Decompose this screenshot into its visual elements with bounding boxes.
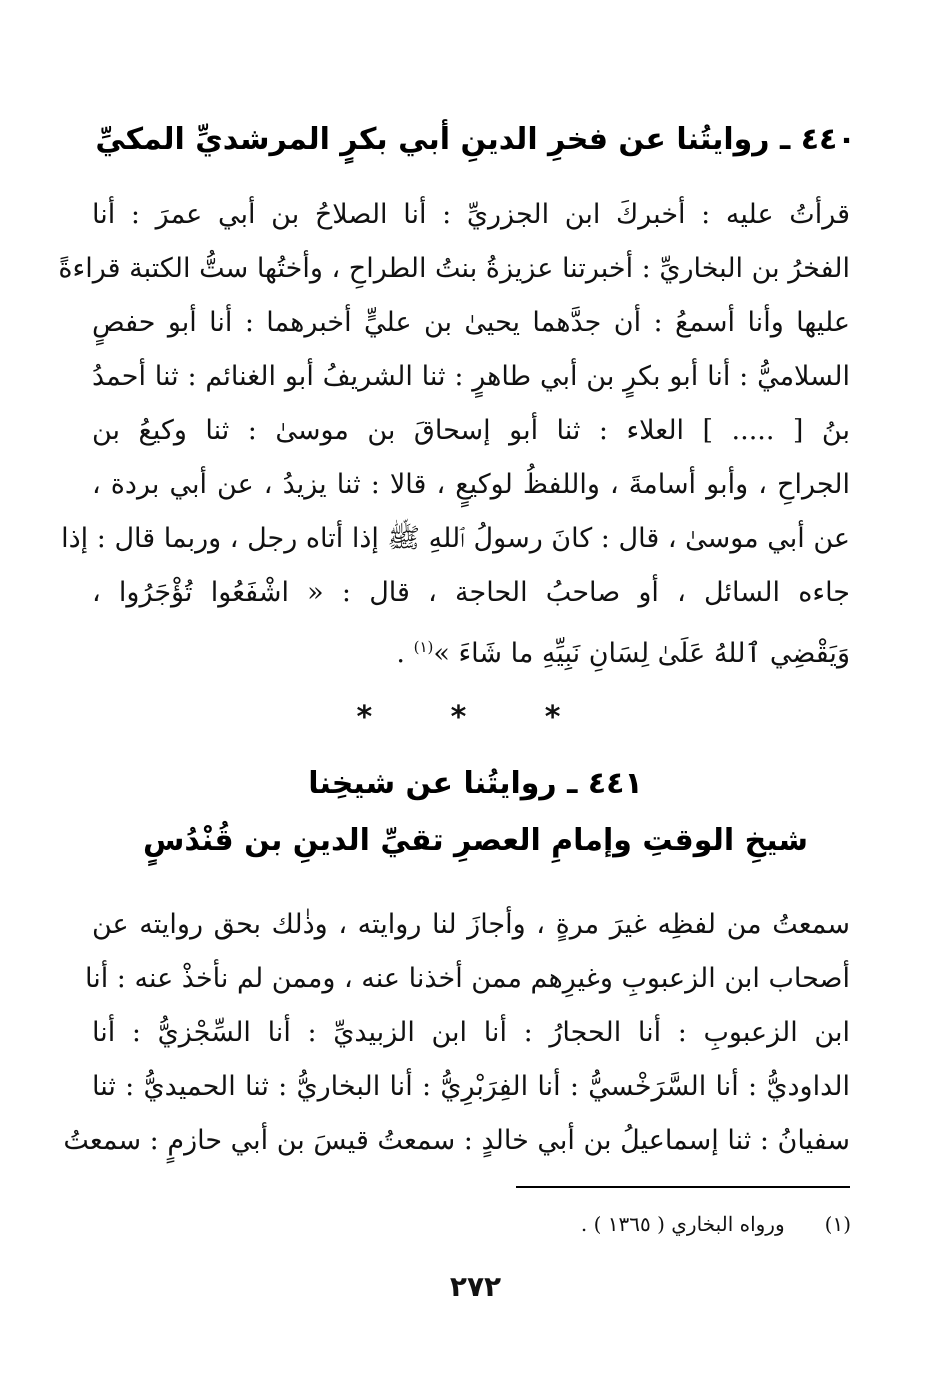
section-441-heading-line1: ٤٤١ ـ روايتُنا عن شيخِنا — [308, 766, 643, 801]
body-line: بنُ [ ..... ] العلاء : ثنا أبو إسحاقَ بن موسىٰ : ثنا وكيعُ بن — [92, 415, 850, 446]
body-line: سمعتُ من لفظِه غيرَ مرةٍ ، وأجازَ لنا روايته ، وذٰلك بحق روايته عن — [92, 909, 850, 940]
section-441-body — [63, 898, 850, 1168]
body-line-text: وَيَقْضِي ٱللهُ عَلَىٰ لِسَانِ نَبِيِّهِ ما شَاءَ » — [433, 638, 850, 669]
footnote-text: ورواه البخاري ( ١٣٦٥ ) . — [580, 1212, 785, 1236]
body-line: جاءه السائل ، أو صاحبُ الحاجة ، قال : « اشْفَعُوا تُؤْجَرُوا ، — [92, 577, 850, 608]
body-line-last — [92, 620, 850, 674]
page-number: ٢٧٢ — [449, 1270, 502, 1303]
section-440-heading: ٤٤٠ ـ روايتُنا عن فخرِ الدينِ أبي بكرٍ المرشديِّ المكيِّ — [95, 122, 856, 157]
body-line: عن أبي موسىٰ ، قال : كانَ رسولُ ٱللهِ ﷺ إذا أتاه رجل ، وربما قال : إذا — [61, 523, 850, 554]
body-line: سفيانُ : ثنا إسماعيلُ بن أبي خالدٍ : سمعتُ قيسَ بن أبي حازمٍ : سمعتُ — [63, 1125, 850, 1156]
footnote — [581, 1212, 851, 1236]
section-separator: * * * — [356, 700, 595, 735]
body-line: عليها وأنا أسمعُ : أن جدَّهما يحيىٰ بن عليٍّ أخبرهما : أنا أبو حفصٍ — [92, 307, 850, 338]
end-mark: . — [396, 638, 405, 669]
footnote-rule — [516, 1186, 850, 1188]
section-441-heading-line2: شيخِ الوقتِ وإمامِ العصرِ تقيِّ الدينِ بن قُنْدُسٍ — [143, 823, 808, 858]
body-line: أصحاب ابن الزعبوبِ وغيرِهم ممن أخذنا عنه ، وممن لم نأخذْ عنه : أنا — [84, 963, 850, 994]
section-440-body — [58, 188, 850, 674]
body-line: الجراحِ ، وأبو أسامةَ ، واللفظُ لوكيعٍ ، قالا : ثنا يزيدُ ، عن أبي بردة ، — [92, 469, 850, 500]
body-line: ابن الزعبوبِ : أنا الحجارُ : أنا ابن الزبيديِّ : أنا السِّجْزيُّ : أنا — [92, 1017, 850, 1048]
body-line: السلاميُّ : أنا أبو بكرٍ بن أبي طاهرٍ : ثنا الشريفُ أبو الغنائم : ثنا أحمدُ — [92, 361, 850, 392]
footnote-number: (١) — [824, 1212, 851, 1236]
footnote-reference: (١) — [413, 638, 434, 656]
body-line: الداوديُّ : أنا السَّرَخْسيُّ : أنا الفِرَبْرِيُّ : أنا البخاريُّ : ثنا الحميديُّ : ثنا — [92, 1071, 850, 1102]
body-line: الفخرُ بن البخاريِّ : أخبرتنا عزيزةُ بنتُ الطراحِ ، وأختُها ستُّ الكتبة قراءةً — [58, 253, 850, 284]
body-line: قرأتُ عليه : أخبركَ ابن الجزريِّ : أنا الصلاحُ بن أبي عمرَ : أنا — [92, 199, 850, 230]
